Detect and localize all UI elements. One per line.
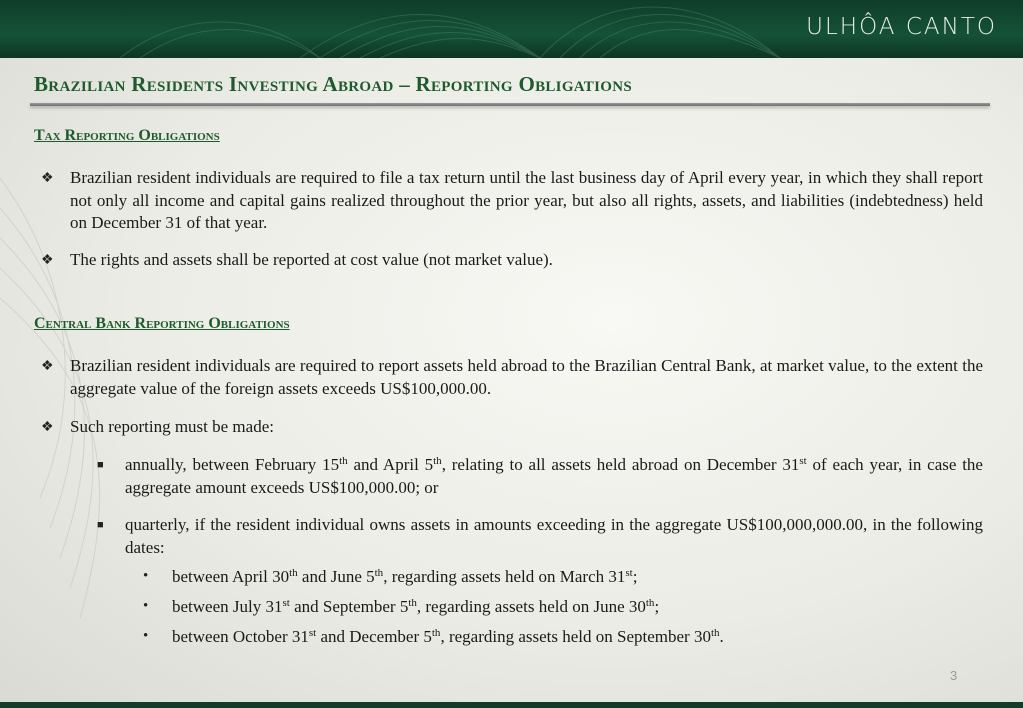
diamond-bullet-icon: ❖: [41, 171, 54, 186]
quarterly-date-3: between October 31st and December 5th, regarding assets held on September 30th.: [172, 627, 724, 646]
diamond-bullet-icon: ❖: [41, 359, 54, 374]
square-bullet-icon: ■: [97, 519, 104, 531]
dot-bullet-icon: •: [143, 568, 149, 584]
header-bar: [0, 0, 1023, 58]
central-bank-item-2: Such reporting must be made:: [70, 417, 274, 436]
tax-item-2: The rights and assets shall be reported at cost value (not market value).: [70, 250, 553, 269]
tax-item-1: Brazilian resident individuals are required to file a tax return until the last business day of April every year, in which they shall report not only all income and capital gains realized throughout the prior year, but also all rights, assets, and liabilities (indebtedness) held on December 31 of that year.: [70, 168, 983, 232]
annual-reporting-item: annually, between February 15th and April 5th, relating to all assets held abroad on December 31st of each year, in case the aggregate amount exceeds US$100,000.00; or: [125, 455, 983, 497]
dot-bullet-icon: •: [143, 598, 149, 614]
title-divider: [30, 103, 990, 106]
central-bank-heading: Central Bank Reporting Obligations: [34, 315, 290, 332]
central-bank-item-1: Brazilian resident individuals are required to report assets held abroad to the Brazilian Central Bank, at market value, to the extent the aggregate value of the foreign assets exceeds US$100,000.00.: [70, 356, 983, 398]
quarterly-date-1: between April 30th and June 5th, regarding assets held on March 31st;: [172, 567, 638, 586]
dot-bullet-icon: •: [143, 628, 149, 644]
company-logo: ULHÔA CANTO: [806, 14, 997, 40]
page-number: 3: [950, 668, 958, 683]
quarterly-date-2: between July 31st and September 5th, regarding assets held on June 30th;: [172, 597, 660, 616]
diamond-bullet-icon: ❖: [41, 420, 54, 435]
footer-bar: [0, 702, 1023, 708]
diamond-bullet-icon: ❖: [41, 253, 54, 268]
quarterly-reporting-item: quarterly, if the resident individual owns assets in amounts exceeding in the aggregate US$100,000,000.00, in the following dates:: [125, 515, 983, 557]
tax-reporting-heading: Tax Reporting Obligations: [34, 127, 220, 144]
square-bullet-icon: ■: [97, 459, 104, 471]
page-title: Brazilian Residents Investing Abroad – Reporting Obligations: [34, 72, 632, 96]
